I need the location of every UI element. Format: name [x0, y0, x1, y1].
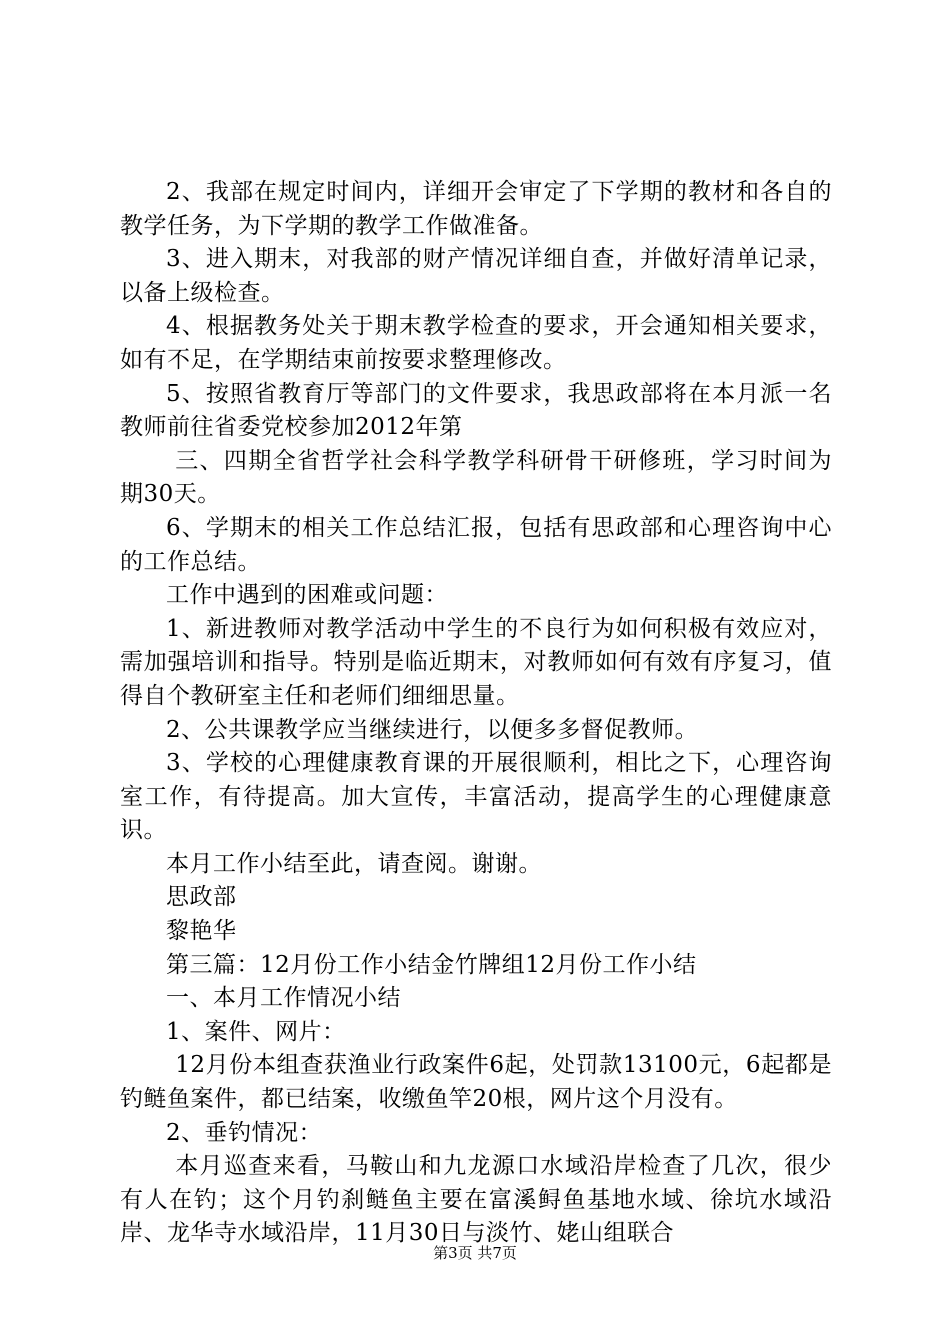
document-body [120, 176, 832, 1251]
paragraph: 2、公共课教学应当继续进行，以便多多督促教师。 [166, 716, 699, 743]
paragraph: 三、四期全省哲学社会科学教学科研骨干研修班，学习时间为期30天。 [120, 447, 832, 508]
paragraph: 6、学期末的相关工作总结汇报，包括有思政部和心理咨询中心的工作总结。 [120, 514, 832, 575]
signature-name: 黎艳华 [166, 918, 237, 945]
paragraph: 3、进入期末，对我部的财产情况详细自查，并做好清单记录，以备上级检查。 [120, 246, 832, 306]
closing-line: 本月工作小结至此，请查阅。谢谢。 [166, 850, 542, 877]
paragraph: 本月巡查来看，马鞍山和九龙源口水域沿岸检查了几次，很少有人在钓；这个月钓刹鲢鱼主要在富溪鲟鱼基地水域、徐坑水域沿岸、龙华寺水域沿岸，11月30日与淡竹、姥山组联合 [120, 1153, 832, 1247]
paragraph: 3、学校的心理健康教育课的开展很顺利，相比之下，心理咨询室工作，有待提高。加大宣传，丰富活动，提高学生的心理健康意识。 [120, 750, 832, 844]
subsection-heading: 2、垂钓情况： [166, 1119, 323, 1146]
page-number: 第3页 共7页 [433, 1244, 517, 1262]
paragraph: 5、按照省教育厅等部门的文件要求，我思政部将在本月派一名教师前往省委党校参加2012年第 [120, 380, 832, 441]
paragraph: 2、我部在规定时间内，详细开会审定了下学期的教材和各自的教学任务，为下学期的教学工作做准备。 [120, 179, 832, 239]
paragraph: 12月份本组查获渔业行政案件6起，处罚款13100元，6起都是钓鲢鱼案件，都已结案，收缴鱼竿20根，网片这个月没有。 [120, 1052, 832, 1113]
subsection-heading: 1、案件、网片： [166, 1018, 346, 1045]
paragraph: 1、新进教师对教学活动中学生的不良行为如何积极有效应对，需加强培训和指导。特别是临近期末，对教师如何有效有序复习，值得自个教研室主任和老师们细细思量。 [120, 615, 832, 709]
section-heading: 一、本月工作情况小结 [166, 985, 401, 1012]
signature-department: 思政部 [166, 884, 237, 911]
paragraph: 4、根据教务处关于期末教学检查的要求，开会通知相关要求，如有不足，在学期结束前按要求整理修改。 [120, 313, 832, 373]
section-heading: 工作中遇到的困难或问题： [166, 582, 448, 609]
chapter-title: 第三篇：12月份工作小结金竹牌组12月份工作小结 [166, 951, 697, 978]
